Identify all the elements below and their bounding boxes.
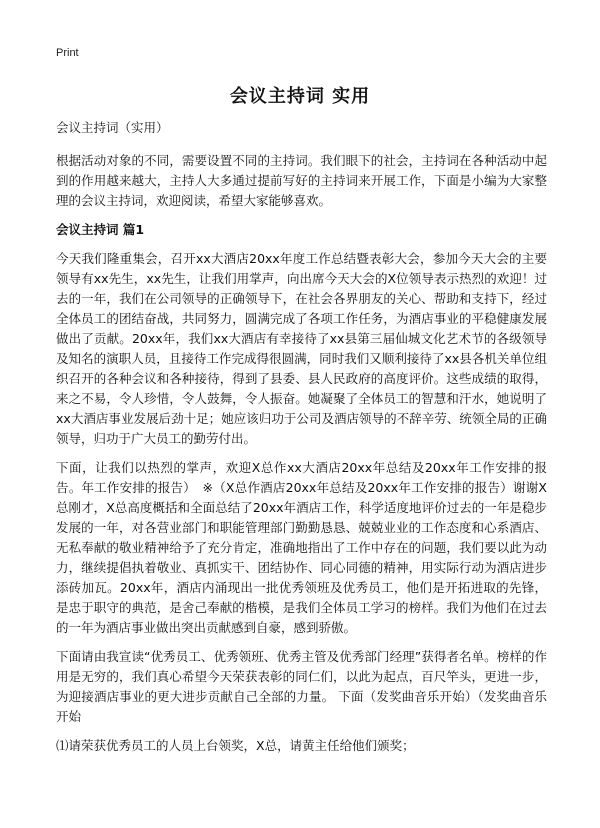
- page-title: 会议主持词 实用: [229, 86, 371, 107]
- intro-paragraph: 根据活动对象的不同，需要设置不同的主持词。我们眼下的社会，主持词在各种活动中起到的作用越来越大，主持人大多通过提前写好的主持词来开展工作，下面是小编为大家整理的会议主持词，欢迎阅读，希望大家能够喜欢。: [56, 153, 547, 208]
- award-instruction-line: ⑴请荣获优秀员工的人员上台领奖，X总，请黄主任给他们颁奖；: [56, 738, 415, 753]
- document-body: [56, 118, 547, 756]
- paragraph-report: 下面，让我们以热烈的掌声，欢迎X总作xx大酒店20xx年总结及20xx年工作安排的报告。年工作安排的报告） ※（X总作酒店20xx年总结及20xx年工作安排的报告）谢谢X总刚才，X总高度概括和全面总结了20xx年酒店工作，科学适度地评价过去的一年是稳步发展的一年，对各营业部门和职能管理部门勤勤恳恳、兢兢业业的工作态度和心系酒店、无私奉献的敬业精神给予了充分肯定，准确地指出了工作中存在的问题，我们要以此为动力，继续提倡执着敬业、真抓实干、团结协作、同心同德的精神，用实际行动为酒店进步添砖加瓦。20xx年，酒店内涌现出一批优秀领班及优秀员工，他们是开拓进取的先锋，是忠于职守的典范，是舍己奉献的楷模，是我们全体员工学习的榜样。我们为他们在过去的一年为酒店事业做出突出贡献感到自豪，感到骄傲。: [56, 460, 547, 635]
- paragraph-awards: 下面请由我宣读“优秀员工、优秀领班、优秀主管及优秀部门经理”获得者名单。榜样的作用是无穷的，我们真心希望今天荣获表彰的同仁们，以此为起点，百尺竿头，更进一步，为迎接酒店事业的更大进步贡献自己全部的力量。 下面（发奖曲音乐开始）（发奖曲音乐开始: [56, 649, 547, 724]
- document-subtitle: 会议主持词（实用）: [56, 120, 169, 135]
- section-heading: 会议主持词 篇1: [56, 222, 145, 237]
- paragraph-opening: 今天我们隆重集会，召开xx大酒店20xx年度工作总结暨表彰大会，参加今天大会的主要领导有xx先生，xx先生，让我们用掌声，向出席今天大会的X位领导表示热烈的欢迎！过去的一年，我们在公司领导的正确领导下，在社会各界朋友的关心、帮助和支持下，经过全体员工的团结奋战，共同努力，圆满完成了各项工作任务，为酒店事业的平稳健康发展做出了贡献。20xx年，我们xx大酒店有幸接待了xx县第三届仙城文化艺术节的各级领导及知名的演职人员，且接待工作完成得很圆满，同时我们又顺利接待了xx县各机关单位组织召开的各种会议和各种接待，得到了县委、县人民政府的高度评价。这些成绩的取得，来之不易，令人珍惜，令人鼓舞，令人振奋。她凝聚了全体员工的智慧和汗水，她说明了xx大酒店事业发展后劲十足；她应该归功于公司及酒店领导的不辞辛劳、统领全局的正确领导，归功于广大员工的勤劳付出。: [56, 251, 547, 446]
- print-link[interactable]: Print: [56, 47, 79, 59]
